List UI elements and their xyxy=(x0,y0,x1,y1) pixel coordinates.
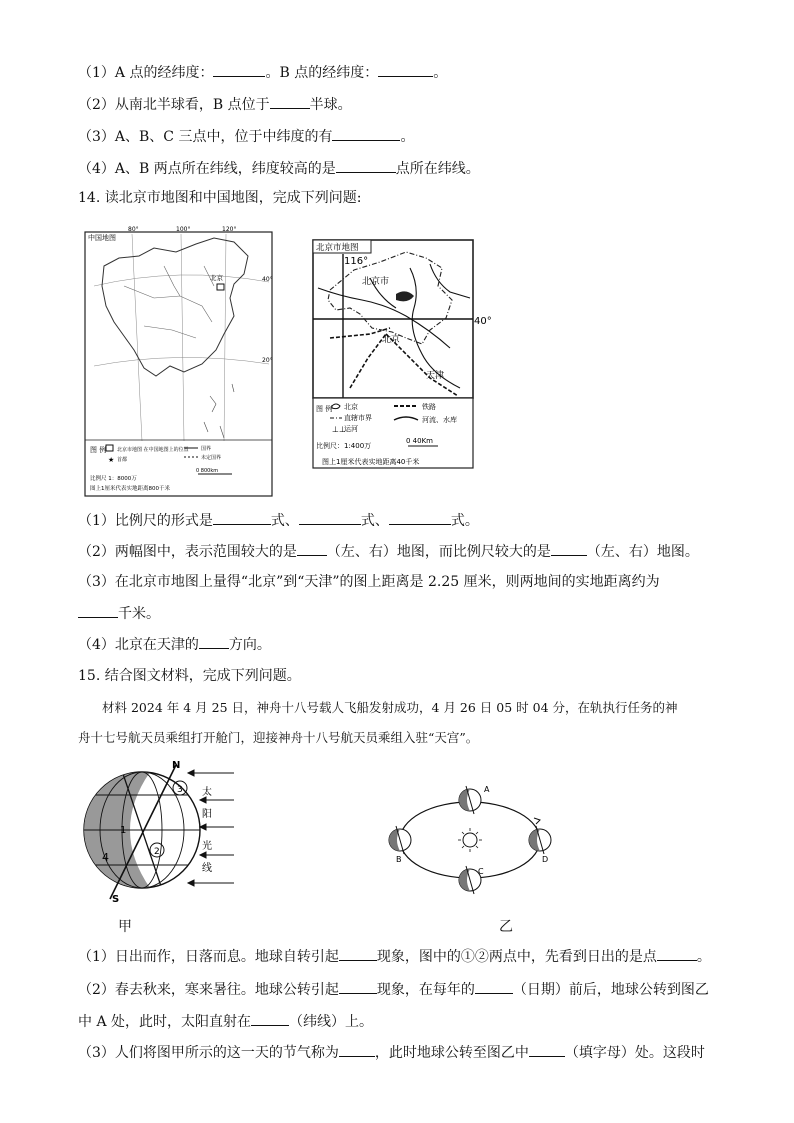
yi-c: C xyxy=(478,867,484,876)
q15-1-prefix: （1）日出而作，日落而息。地球自转引起 xyxy=(78,949,339,965)
q15-2-line2-prefix: 中 A 处，此时，太阳直射在 xyxy=(78,1014,252,1030)
jia-sun1: 太 xyxy=(202,787,212,798)
jia-p3: 3 xyxy=(177,785,183,795)
q14-3-end: 千米。 xyxy=(118,606,160,622)
q15-3-mid: ，此时地球公转至图乙中 xyxy=(374,1045,529,1061)
china-scale-bar: 0 800km xyxy=(196,468,219,474)
sun-icon xyxy=(458,828,482,852)
q15-item-3 xyxy=(78,1042,705,1063)
jia-sun4: 线 xyxy=(202,863,212,874)
answer-blank[interactable] xyxy=(389,510,451,525)
bj-tianjin-label: 天津 xyxy=(426,371,445,381)
answer-blank[interactable] xyxy=(339,1042,375,1057)
q15-stem: 15. 结合图文材料，完成下列问题。 xyxy=(78,668,301,684)
q14-4-prefix: （4）北京在天津的 xyxy=(78,637,199,653)
q14-2-prefix: （2）两幅图中，表示范围较大的是 xyxy=(78,544,297,560)
answer-blank[interactable] xyxy=(299,510,361,525)
jia-p2: 2 xyxy=(154,847,160,857)
bj-scale: 比例尺：1:400万 xyxy=(316,442,372,450)
bj-legend-bj: 北京 xyxy=(344,403,358,411)
legend-canal-icon: ⊥⊥ xyxy=(332,425,346,434)
q14-1-mid2: 式、 xyxy=(360,513,389,529)
bj-map-title: 北京市地图 xyxy=(316,243,359,253)
china-legend-box: 北京市地图 在中国地图上的位置 xyxy=(117,447,189,453)
bj-legend-river: 河流、水库 xyxy=(422,416,457,424)
q13-2-end: 半球。 xyxy=(309,97,352,113)
q13-1-end: 。 xyxy=(433,65,448,81)
lon-80-label: 80° xyxy=(128,226,139,233)
jia-sun2: 阳 xyxy=(202,809,212,820)
yi-a: A xyxy=(484,785,490,794)
earth-a-icon xyxy=(459,786,481,814)
orbit-arrow-icon xyxy=(534,818,540,824)
q13-1-prefix: （1）A 点的经纬度： xyxy=(78,65,214,81)
answer-blank[interactable] xyxy=(332,126,400,141)
jia-p1: 1 xyxy=(120,825,127,836)
q14-3-text: （3）在北京市地图上量得“北京”到“天津”的图上距离是 2.25 厘米，则两地间的实地距离约为 xyxy=(78,574,660,590)
china-map-beijing-label: 北京 xyxy=(210,274,223,282)
q15-1-end: 。 xyxy=(696,949,711,965)
q13-3-prefix: （3）A、B、C 三点中，位于中纬度的有 xyxy=(78,129,333,145)
q15-1-mid: 现象，图中的①②两点中，先看到日出的是点 xyxy=(376,949,657,965)
answer-blank[interactable] xyxy=(251,1011,289,1026)
bj-beijing-label: 北京 xyxy=(382,335,401,345)
q15-item-2-cont xyxy=(78,1011,373,1032)
answer-blank[interactable] xyxy=(529,1042,565,1057)
fig-yi xyxy=(384,778,564,904)
q13-item-2 xyxy=(78,94,352,115)
jia-p4: 4 xyxy=(102,851,109,864)
answer-blank[interactable] xyxy=(297,541,327,556)
jia-sun3: 光 xyxy=(202,841,212,852)
lat-20-label: 20° xyxy=(262,357,273,364)
q15-3-end: （填字母）处。这段时 xyxy=(564,1045,705,1061)
q15-2-end: （日期）前后，地球公转到图乙 xyxy=(512,982,709,998)
china-map xyxy=(84,226,274,498)
bj-legend-title: 图 例 xyxy=(316,405,333,413)
china-map-title: 中国地图 xyxy=(88,234,116,242)
answer-blank[interactable] xyxy=(213,510,271,525)
q13-item-1 xyxy=(78,62,447,83)
q15-2-line2-end: （纬线）上。 xyxy=(289,1014,374,1030)
lat-40-label: 40° xyxy=(262,276,273,283)
china-legend-undefined: 未定国界 xyxy=(201,455,222,461)
q14-item-4 xyxy=(78,634,271,655)
q13-item-4 xyxy=(78,158,480,179)
q13-2-prefix: （2）从南北半球看，B 点位于 xyxy=(78,97,270,113)
yi-d: D xyxy=(542,855,549,864)
china-legend-capital: 首都 xyxy=(117,457,128,463)
q15-3-prefix: （3）人们将图甲所示的这一天的节气称为 xyxy=(78,1045,339,1061)
answer-blank[interactable] xyxy=(339,979,377,994)
q14-item-1 xyxy=(78,510,479,531)
china-scale-note: 图上1厘米代表实地距离800千米 xyxy=(90,486,170,492)
q14-item-3-cont xyxy=(78,603,160,624)
q14-1-prefix: （1）比例尺的形式是 xyxy=(78,513,213,529)
q13-4-prefix: （4）A、B 两点所在纬线，纬度较高的是 xyxy=(78,161,336,177)
q13-4-end: 点所在纬线。 xyxy=(395,161,480,177)
answer-blank[interactable] xyxy=(657,946,697,961)
q14-item-3 xyxy=(78,572,660,592)
beijing-map xyxy=(310,238,500,470)
answer-blank[interactable] xyxy=(475,979,513,994)
answer-blank[interactable] xyxy=(551,541,587,556)
answer-blank[interactable] xyxy=(270,94,310,109)
jia-n: N xyxy=(172,760,181,771)
fig-yi-caption: 乙 xyxy=(499,919,513,935)
q14-2-end: （左、右）地图。 xyxy=(586,544,699,560)
q15-item-1 xyxy=(78,946,711,967)
china-scale: 比例尺 1：8000万 xyxy=(90,476,137,482)
yi-b: B xyxy=(396,855,402,864)
earth-d-icon xyxy=(529,826,551,854)
q13-item-3 xyxy=(78,126,414,147)
answer-blank[interactable] xyxy=(339,946,377,961)
q14-1-mid1: 式、 xyxy=(270,513,299,529)
jia-s: S xyxy=(112,894,120,905)
answer-blank[interactable] xyxy=(213,62,265,77)
lon-100-label: 100° xyxy=(176,226,191,233)
q13-3-end: 。 xyxy=(400,129,415,145)
fig-jia-caption: 甲 xyxy=(118,919,132,935)
q13-1-mid: 。B 点的经纬度： xyxy=(265,65,379,81)
bj-scale-bar: 0 40Km xyxy=(406,437,433,445)
earth-b-icon xyxy=(389,826,411,854)
q15-material xyxy=(78,693,718,753)
material-line-1: 材料 2024 年 4 月 25 日，神舟十八号载人飞船发射成功，4 月 26 日 05 时 04 分，在轨执行任务的神 xyxy=(102,700,678,715)
answer-blank[interactable] xyxy=(336,158,396,173)
bj-legend-boundary: 直辖市界 xyxy=(344,414,372,422)
q15-2-mid: 现象，在每年的 xyxy=(376,982,475,998)
q15-item-2 xyxy=(78,979,709,1000)
bj-city-label: 北京市 xyxy=(362,277,390,287)
answer-blank[interactable] xyxy=(199,634,229,649)
fig-jia xyxy=(80,755,240,905)
q15-2-prefix: （2）春去秋来，寒来暑往。地球公转引起 xyxy=(78,982,339,998)
bj-legend-rail: 铁路 xyxy=(422,403,436,411)
bj-scale-note: 图上1厘米代表实地距离40千米 xyxy=(322,458,420,466)
bj-lon-label: 116° xyxy=(344,256,369,267)
china-legend-border: 国界 xyxy=(201,446,212,452)
legend-capital-icon: ★ xyxy=(108,456,115,464)
lon-120-label: 120° xyxy=(222,226,237,233)
china-legend-title: 图 例 xyxy=(90,446,107,454)
q14-item-2 xyxy=(78,541,699,562)
answer-blank[interactable] xyxy=(78,603,118,618)
q14-2-mid: （左、右）地图，而比例尺较大的是 xyxy=(326,544,551,560)
bj-lat-label: 40° xyxy=(474,316,492,327)
material-line-2: 舟十七号航天员乘组打开舱门，迎接神舟十八号航天员乘组入驻“天宫”。 xyxy=(78,730,479,745)
q14-stem: 14. 读北京市地图和中国地图，完成下列问题: xyxy=(78,190,362,206)
q14-4-end: 方向。 xyxy=(228,637,271,653)
answer-blank[interactable] xyxy=(378,62,433,77)
q14-1-end: 式。 xyxy=(450,513,479,529)
bj-legend-canal: 运河 xyxy=(344,425,358,433)
